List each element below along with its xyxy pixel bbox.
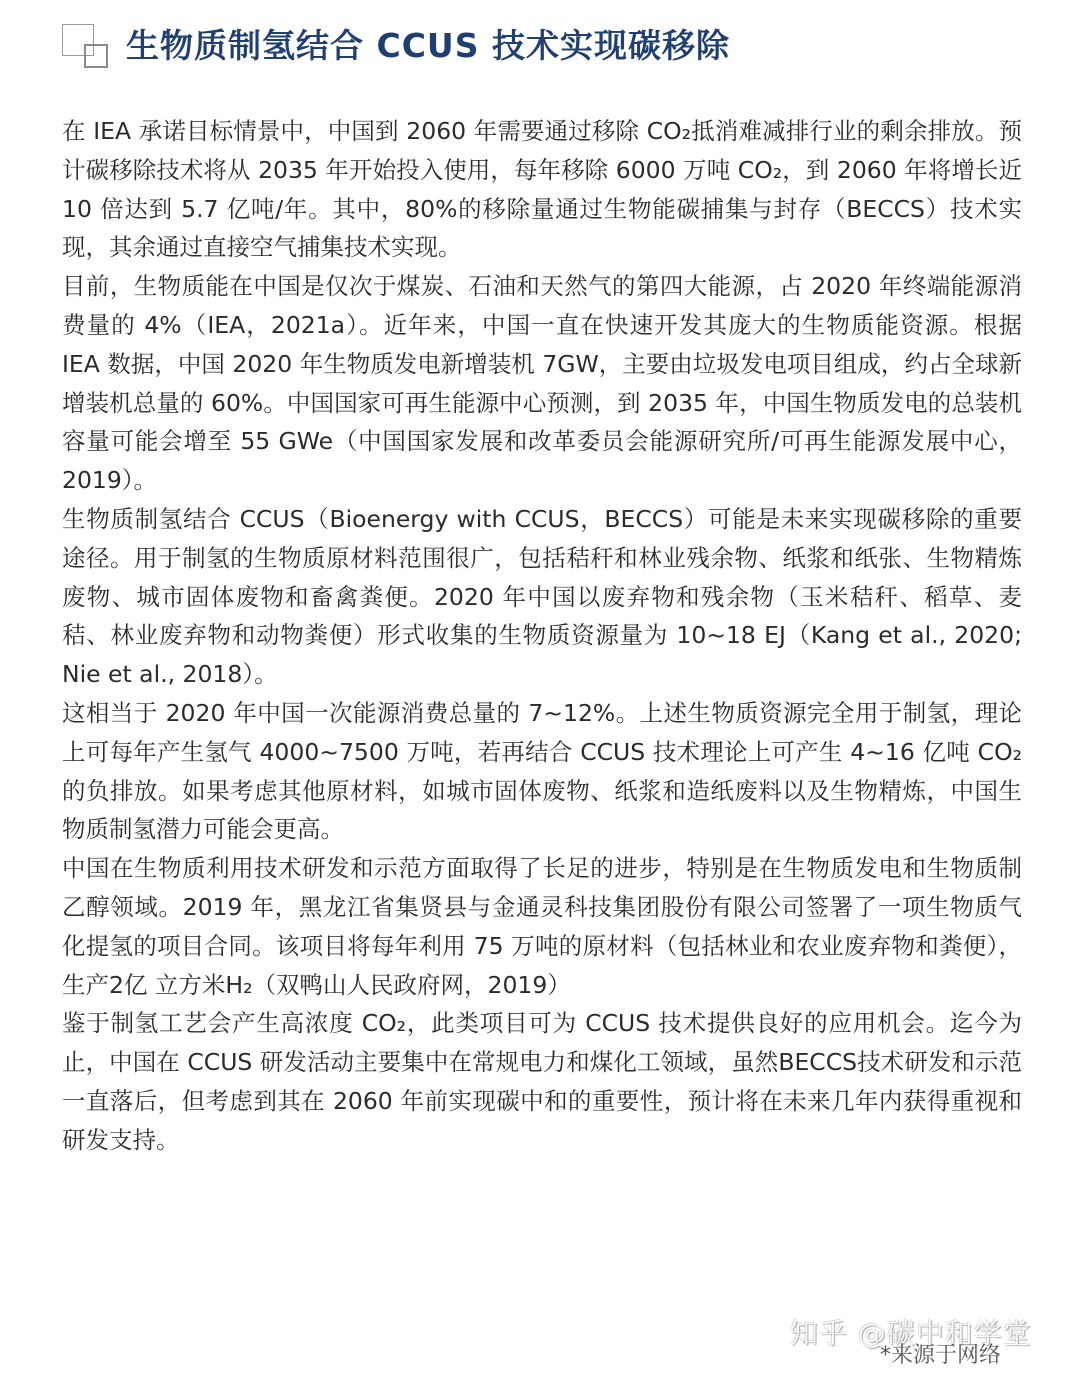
overlapping-squares-icon	[60, 20, 112, 66]
watermark: 知乎 @碳中和学堂	[790, 1317, 1032, 1350]
paragraph-6: 鉴于制氢工艺会产生高浓度 CO₂，此类项目可为 CCUS 技术提供良好的应用机会。迄今为止，中国在 CCUS 研发活动主要集中在常规电力和煤化工领域，虽然BECCS技术研发和示范一直落后，但考虑到其在 2060 年前实现碳中和的重要性，预计将在未来几年内获得重视和研发支持。	[62, 1009, 1022, 1154]
paragraph-5: 中国在生物质利用技术研发和示范方面取得了长足的进步，特别是在生物质发电和生物质制乙醇领域。2019 年，黑龙江省集贤县与金通灵科技集团股份有限公司签署了一项生物质气化提氢的项目合同。该项目将每年利用 75 万吨的原材料（包括林业和农业废弃物和粪便），生产2亿 立方米H₂（双鸭山人民政府网，2019）	[62, 854, 1022, 999]
square-small	[84, 44, 108, 68]
source-note: *来源于网络	[880, 1343, 1002, 1368]
paragraph-1: 在 IEA 承诺目标情景中，中国到 2060 年需要通过移除 CO₂抵消难减排行业的剩余排放。预计碳移除技术将从 2035 年开始投入使用，每年移除 6000 万吨 CO₂，到 2060 年将增长近 10 倍达到 5.7 亿吨/年。其中，80%的移除量通过生物能碳捕集与封存（BECCS）技术实现，其余通过直接空气捕集技术实现。	[62, 117, 1022, 262]
paragraph-4: 这相当于 2020 年中国一次能源消费总量的 7~12%。上述生物质资源完全用于制氢，理论上可每年产生氢气 4000~7500 万吨，若再结合 CCUS 技术理论上可产生 4~16 亿吨 CO₂ 的负排放。如果考虑其他原材料，如城市固体废物、纸浆和造纸废料以及生物精炼，中国生物质制氢潜力可能会更高。	[62, 698, 1022, 844]
page-title: 生物质制氢结合 CCUS 技术实现碳移除	[126, 25, 730, 65]
article-body	[62, 112, 1022, 1160]
page-header	[60, 18, 860, 68]
paragraph-2: 目前，生物质能在中国是仅次于煤炭、石油和天然气的第四大能源，占 2020 年终端能源消费量的 4%（IEA，2021a）。近年来，中国一直在快速开发其庞大的生物质能资源。根据 IEA 数据，中国 2020 年生物质发电新增装机 7GW，主要由垃圾发电项目组成，约占全球新增装机总量的 60%。中国国家可再生能源中心预测，到 2035 年，中国生物质发电的总装机容量可能会增至 55 GWe（中国国家发展和改革委员会能源研究所/可再生能源发展中心，2019）。	[62, 272, 1022, 495]
paragraph-3: 生物质制氢结合 CCUS（Bioenergy with CCUS，BECCS）可能是未来实现碳移除的重要途径。用于制氢的生物质原材料范围很广，包括秸秆和林业残余物、纸浆和纸张、生物精炼废物、城市固体废物和畜禽粪便。2020 年中国以废弃物和残余物（玉米秸秆、稻草、麦秸、林业废弃物和动物粪便）形式收集的生物质资源量为 10~18 EJ（Kang et al., 2020; Nie et al., 2018）。	[62, 504, 1022, 689]
